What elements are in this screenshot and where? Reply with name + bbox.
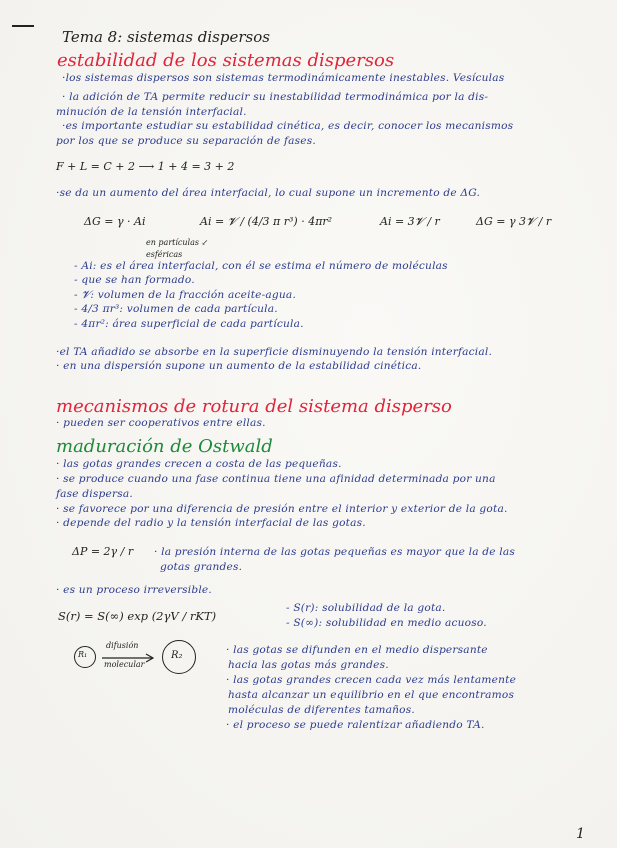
droplet-r2-label: R₂	[171, 650, 183, 661]
page-number: 1	[576, 826, 585, 842]
note-particulas-esfericas: en partículas ↙ esféricas	[146, 238, 209, 259]
text-line: minución de la tensión interfacial.	[56, 106, 247, 118]
droplet-r1-label: R₁	[78, 650, 88, 659]
text-line: ·se da un aumento del área interfacial, lo cual supone un incremento de ΔG.	[56, 187, 481, 199]
text-line: gotas grandes.	[160, 561, 243, 573]
legend-line: - S(∞): solubilidad en medio acuoso.	[286, 617, 487, 629]
phase-rule-equation: F + L = C + 2 ⟶ 1 + 4 = 3 + 2	[56, 160, 235, 173]
text-line: · las gotas se difunden en el medio dispersante	[226, 644, 488, 656]
legend-line: - 4πr²: área superficial de cada partícula.	[74, 318, 304, 330]
text-line: ·el TA añadido se absorbe en la superficie disminuyendo la tensión interfacial.	[56, 346, 493, 358]
arrow-label-bottom: molecular	[104, 660, 145, 669]
section-heading-estabilidad: estabilidad de los sistemas dispersos	[57, 50, 395, 71]
text-line: ·es importante estudiar su estabilidad cinética, es decir, conocer los mecanismos	[62, 120, 514, 132]
section-heading-maduracion: maduración de Ostwald	[56, 436, 273, 457]
equation-dg-simplified: ΔG = γ 3𝓥 / r	[476, 215, 552, 228]
equation-solubility: S(r) = S(∞) exp (2γV / rKT)	[58, 609, 217, 623]
text-line: hacia las gotas más grandes.	[228, 659, 389, 671]
text-line: · la adición de TA permite reducir su inestabilidad termodinámica por la dis-	[62, 91, 489, 103]
text-line: fase dispersa.	[56, 488, 133, 500]
equation-dg: ΔG = γ · Ai	[84, 215, 146, 228]
text-line: · el proceso se puede ralentizar añadiendo TA.	[226, 719, 485, 731]
margin-dash	[12, 25, 34, 27]
text-line: moléculas de diferentes tamaños.	[228, 704, 415, 716]
text-line: · depende del radio y la tensión interfacial de las gotas.	[56, 517, 366, 529]
text-line: · es un proceso irreversible.	[56, 584, 212, 596]
legend-line: - 4/3 πr³: volumen de cada partícula.	[74, 303, 278, 315]
equation-ai-simplified: Ai = 3𝓥 / r	[380, 215, 440, 228]
legend-line: - que se han formado.	[74, 274, 195, 286]
text-line: · se favorece por una diferencia de presión entre el interior y exterior de la gota.	[56, 503, 508, 515]
legend-line: - Ai: es el área interfacial, con él se estima el número de moléculas	[74, 260, 448, 272]
text-line: por los que se produce su separación de fases.	[56, 135, 316, 147]
section-heading-mecanismos: mecanismos de rotura del sistema disperso	[56, 396, 452, 417]
legend-line: - 𝓥: volumen de la fracción aceite-agua.	[74, 289, 297, 301]
text-line: · las gotas grandes crecen a costa de las pequeñas.	[56, 458, 342, 470]
text-line: hasta alcanzar un equilibrio en el que encontramos	[228, 689, 515, 701]
page-title: Tema 8: sistemas dispersos	[62, 28, 270, 46]
text-line: · en una dispersión supone un aumento de la estabilidad cinética.	[56, 360, 422, 372]
text-line: · pueden ser cooperativos entre ellas.	[56, 417, 266, 429]
equation-dp: ΔP = 2γ / r	[72, 545, 134, 558]
equation-ai: Ai = 𝓥 / (4/3 π r³) · 4πr²	[200, 215, 333, 228]
text-line: ·los sistemas dispersos son sistemas termodinámicamente inestables. Vesículas	[62, 72, 505, 84]
arrow-label-top: difusión	[106, 641, 139, 650]
text-line: · las gotas grandes crecen cada vez más lentamente	[226, 674, 517, 686]
legend-line: - S(r): solubilidad de la gota.	[286, 602, 446, 614]
text-line: · se produce cuando una fase continua tiene una afinidad determinada por una	[56, 473, 496, 485]
text-line: · la presión interna de las gotas pequeñas es mayor que la de las	[154, 546, 516, 558]
